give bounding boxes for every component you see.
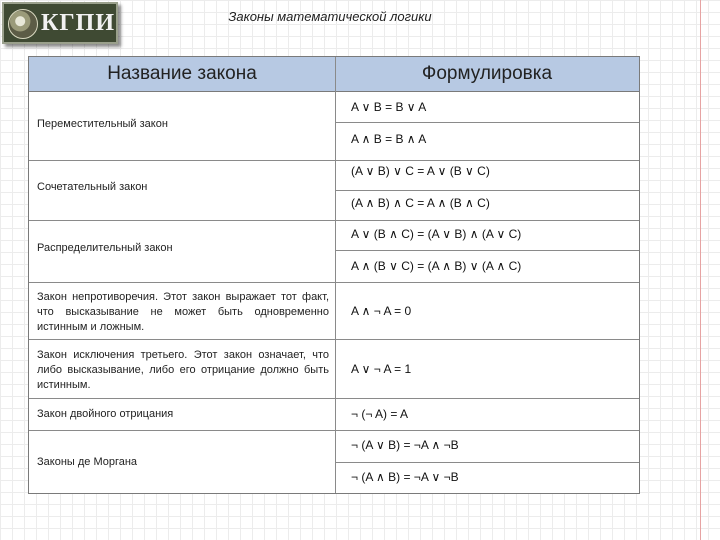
law-formula: A ∧ B = B ∧ A	[351, 132, 427, 146]
law-name: Закон непротиворечия. Этот закон выражает тот факт, что высказывание не может быть одновременно истинным и ложным.	[37, 291, 329, 333]
row-divider	[335, 190, 639, 191]
row-divider	[29, 339, 639, 340]
law-formula: A ∧ (B ∨ C) = (A ∧ B) ∨ (A ∧ C)	[351, 259, 522, 273]
law-name: Переместительный закон	[37, 118, 168, 130]
law-name: Распределительный закон	[37, 242, 173, 254]
laws-table	[28, 56, 640, 494]
law-name: Сочетательный закон	[37, 181, 148, 193]
row-divider	[335, 122, 639, 123]
row-divider	[335, 462, 639, 463]
law-formula: (A ∨ B) ∨ C = A ∨ (B ∨ C)	[351, 164, 490, 178]
law-formula: A ∨ (B ∧ C) = (A ∨ B) ∧ (A ∨ C)	[351, 227, 522, 241]
row-divider	[29, 430, 639, 431]
row-divider	[29, 282, 639, 283]
law-formula: A ∨ B = B ∨ A	[351, 100, 427, 114]
law-formula: ¬ (A ∨ B) = ¬A ∧ ¬B	[351, 438, 459, 452]
law-name: Закон исключения третьего. Этот закон означает, что либо высказывание, либо его отрицание должно быть истинным.	[37, 349, 329, 391]
margin-line	[700, 0, 701, 540]
law-name: Законы де Моргана	[37, 456, 138, 468]
row-divider	[29, 220, 639, 221]
page-title: Законы математической логики	[228, 9, 432, 24]
law-formula: A ∧ ¬ A = 0	[351, 304, 412, 318]
row-divider	[29, 160, 639, 161]
law-formula: A ∨ ¬ A = 1	[351, 362, 412, 376]
column-header-formula: Формулировка	[421, 63, 553, 84]
row-divider	[29, 398, 639, 399]
law-formula: ¬ (A ∧ B) = ¬A ∨ ¬B	[351, 470, 459, 484]
law-formula: ¬ (¬ A) = A	[351, 407, 409, 421]
law-name: Закон двойного отрицания	[37, 408, 174, 420]
column-header-name: Название закона	[107, 63, 257, 84]
row-divider	[335, 250, 639, 251]
logo-text: КГПИ	[41, 10, 116, 36]
law-formula: (A ∧ B) ∧ C = A ∧ (B ∧ C)	[351, 196, 490, 210]
table-header	[29, 57, 639, 92]
